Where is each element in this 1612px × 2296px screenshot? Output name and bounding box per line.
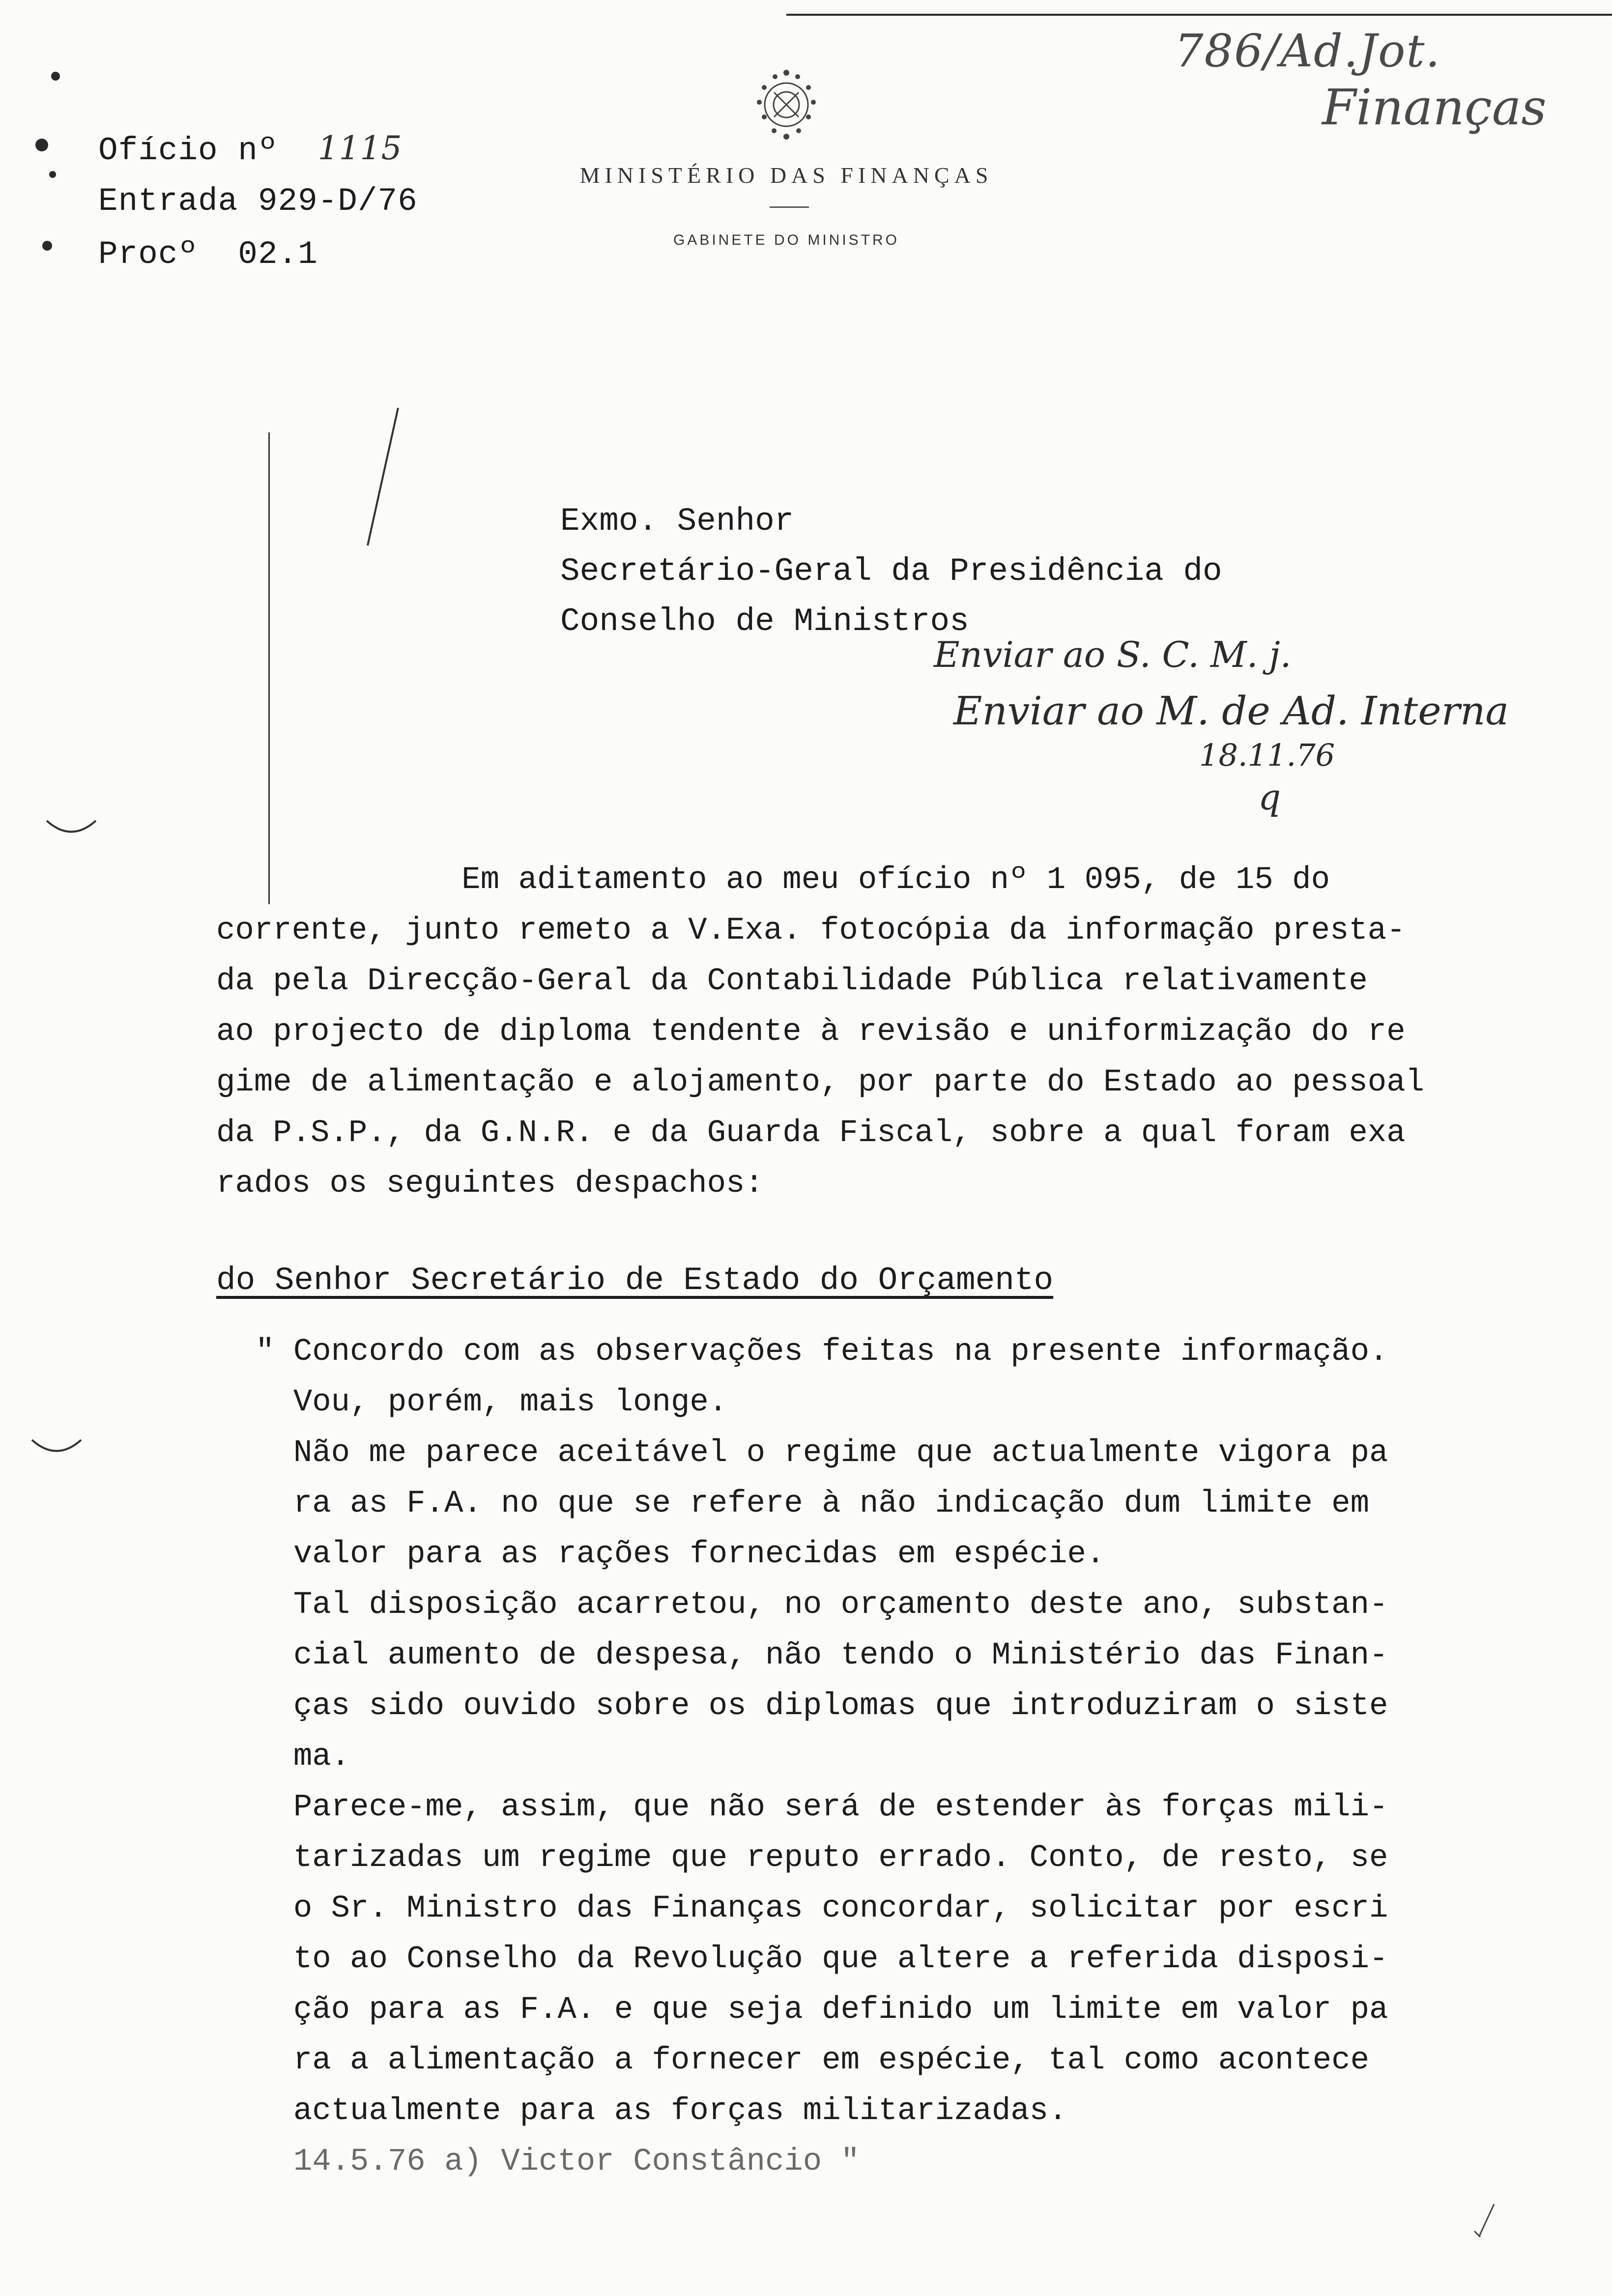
gabinete-name: GABINETE DO MINISTRO — [673, 232, 900, 248]
margin-dot — [35, 139, 48, 151]
quote-line: o Sr. Ministro das Finanças concordar, solicitar por escri — [256, 1891, 1388, 1926]
quote-line: Vou, porém, mais longe. — [256, 1385, 728, 1420]
margin-dot — [51, 72, 60, 81]
body-line: Em aditamento ao meu ofício nº 1 095, de 15 do — [216, 862, 1330, 898]
body-line: corrente, junto remeto a V.Exa. fotocópia da informação presta- — [216, 913, 1406, 948]
coat-of-arms-icon — [745, 63, 828, 146]
quote-line: Parece-me, assim, que não será de estender às forças mili- — [256, 1790, 1388, 1825]
scan-mark — [1469, 2202, 1499, 2241]
margin-dot — [49, 171, 56, 178]
quote-signature-line: 14.5.76 a) Victor Constâncio " — [256, 2144, 860, 2180]
quote-line: ma. — [256, 1739, 350, 1775]
addressee-line: Secretário-Geral da Presidência do — [560, 553, 1222, 590]
quote-line: actualmente para as forças militarizadas. — [256, 2094, 1067, 2129]
routing-line1: Enviar ao S. C. M. j. — [934, 634, 1292, 675]
scan-mark — [29, 1435, 84, 1464]
handwritten-reference — [1175, 25, 1587, 152]
oficio-number: 1115 — [317, 129, 403, 167]
quote-line: cial aumento de despesa, não tendo o Ministério das Finan- — [256, 1638, 1388, 1673]
addressee-line: Conselho de Ministros — [560, 603, 969, 640]
body-line: gime de alimentação e alojamento, por parte do Estado ao pessoal — [216, 1065, 1424, 1100]
quote-line: ças sido ouvido sobre os diplomas que introduziram o siste — [256, 1689, 1388, 1724]
quote-line: Não me parece aceitável o regime que actualmente vigora pa — [256, 1435, 1388, 1471]
body-paragraph — [216, 855, 1543, 1209]
entrada-line: Entrada 929-D/76 — [98, 183, 418, 220]
section-heading: do Senhor Secretário de Estado do Orçamento — [216, 1262, 1054, 1299]
oficio-label: Ofício nº — [98, 132, 278, 169]
quote-line: ra a alimentação a fornecer em espécie, tal como acontece — [256, 2043, 1369, 2078]
quote-line: to ao Conselho da Revolução que altere a referida disposi- — [256, 1942, 1388, 1977]
header-divider — [770, 206, 809, 208]
margin-line — [268, 432, 270, 904]
scan-mark — [44, 816, 98, 845]
ministry-name: MINISTÉRIO DAS FINANÇAS — [579, 163, 993, 188]
document-reference-block — [98, 122, 418, 281]
handwritten-reference-line2: Finanças — [1322, 79, 1547, 136]
handwritten-reference-line1: 786/Ad.Jot. — [1175, 25, 1441, 77]
routing-line2: Enviar ao M. de Ad. Interna — [953, 688, 1509, 734]
pen-stroke — [364, 403, 403, 550]
top-border-line — [786, 14, 1612, 16]
body-line: ao projecto de diploma tendente à revisão e uniformização do re — [216, 1014, 1406, 1050]
routing-initials: q — [1258, 776, 1281, 818]
quote-line: tarizadas um regime que reputo errado. Conto, de resto, se — [256, 1840, 1388, 1876]
body-line: da P.S.P., da G.N.R. e da Guarda Fiscal, sobre a qual foram exa — [216, 1116, 1406, 1151]
quote-line: valor para as rações fornecidas em espécie. — [256, 1537, 1105, 1572]
body-line: rados os seguintes despachos: — [216, 1166, 764, 1202]
quote-line: " Concordo com as observações feitas na presente informação. — [256, 1334, 1388, 1370]
oficio-line — [98, 122, 418, 175]
addressee-line: Exmo. Senhor — [560, 503, 794, 540]
quoted-despacho — [256, 1327, 1388, 2187]
quote-line: Tal disposição acarretou, no orçamento deste ano, substan- — [256, 1587, 1388, 1623]
addressee-block — [560, 496, 1222, 647]
quote-line: ção para as F.A. e que seja definido um limite em valor pa — [256, 1992, 1388, 2028]
body-line: da pela Direcção-Geral da Contabilidade Pública relativamente — [216, 964, 1368, 999]
margin-dot — [42, 241, 52, 251]
routing-date: 18.11.76 — [1199, 737, 1335, 773]
quote-line: ra as F.A. no que se refere à não indicação dum limite em — [256, 1486, 1369, 1521]
processo-line: Procº 02.1 — [98, 236, 318, 273]
